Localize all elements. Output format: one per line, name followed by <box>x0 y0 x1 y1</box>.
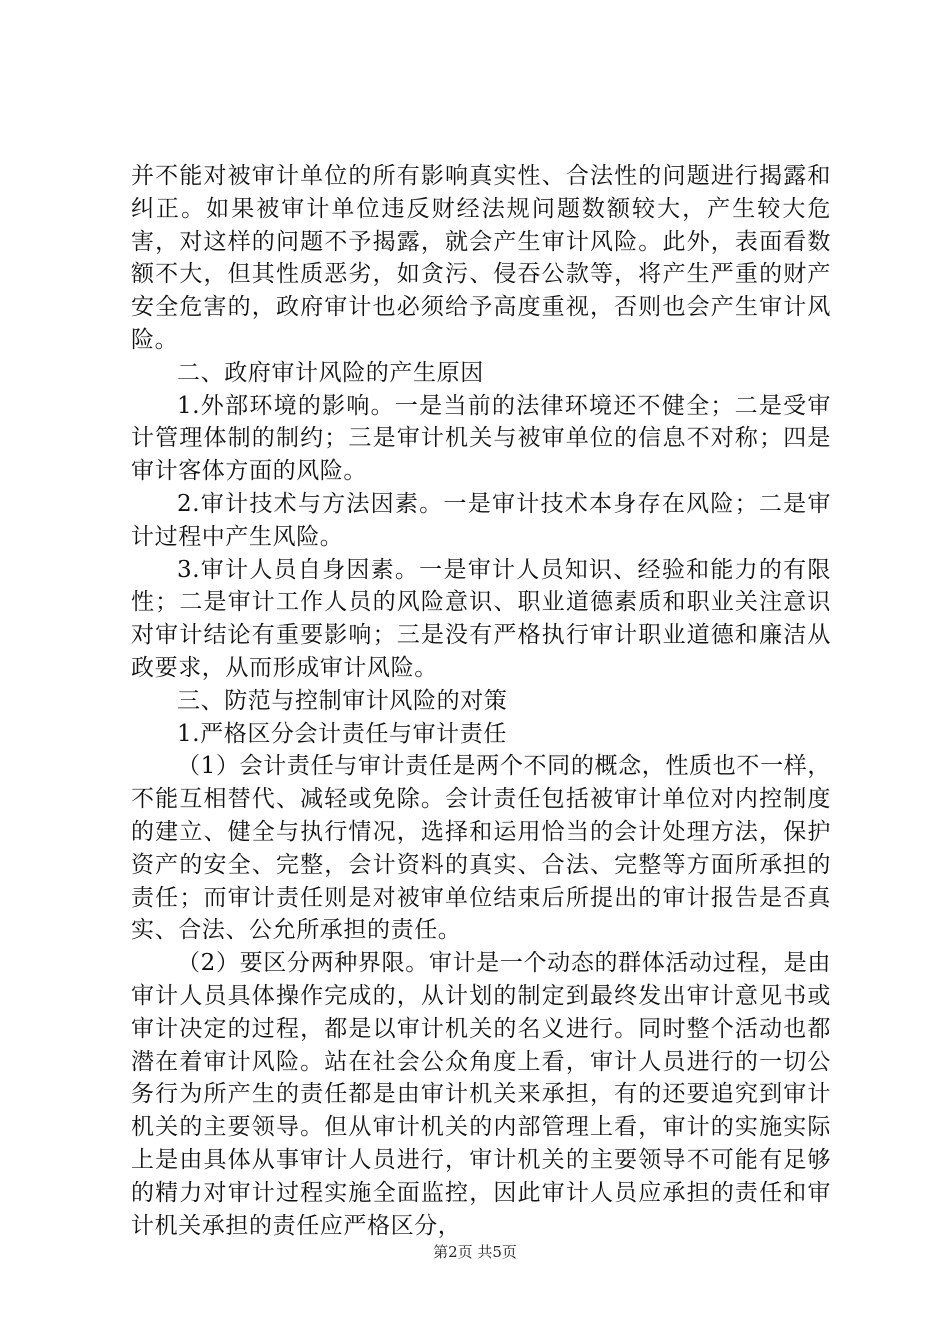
paragraph-external-environment: 1.外部环境的影响。一是当前的法律环境还不健全；二是受审计管理体制的制约；三是审计机关与被审单位的信息不对称；四是审计客体方面的风险。 <box>131 392 831 485</box>
section-heading-causes: 二、政府审计风险的产生原因 <box>177 359 484 386</box>
paragraph-personnel-factors: 3.审计人员自身因素。一是审计人员知识、经验和能力的有限性；二是审计工作人员的风险意识、职业道德素质和职业关注意识对审计结论有重要影响；三是没有严格执行审计职业道德和廉洁从政要求，从而形成审计风险。 <box>131 556 831 681</box>
paragraph-two-boundaries: （2）要区分两种界限。审计是一个动态的群体活动过程，是由审计人员具体操作完成的，从计划的制定到最终发出审计意见书或审计决定的过程，都是以审计机关的名义进行。同时整个活动也都潜在着审计风险。站在社会公众角度上看，审计人员进行的一切公务行为所产生的责任都是由审计机关来承担，有的还要追究到审计机关的主要领导。但从审计机关的内部管理上看，审计的实施实际上是由具体从事审计人员进行，审计机关的主要领导不可能有足够的精力对审计过程实施全面监控，因此审计人员应承担的责任和审计机关承担的责任应严格区分， <box>131 950 831 1239</box>
paragraph-continuation: 并不能对被审计单位的所有影响真实性、合法性的问题进行揭露和纠正。如果被审计单位违反财经法规问题数额较大，产生较大危害，对这样的问题不予揭露，就会产生审计风险。此外，表面看数额不大，但其性质恶劣，如贪污、侵吞公款等，将产生严重的财产安全危害的，政府审计也必须给予高度重视，否则也会产生审计风险。 <box>131 163 831 353</box>
paragraph-technique-method: 2.审计技术与方法因素。一是审计技术本身存在风险；二是审计过程中产生风险。 <box>131 490 831 550</box>
subheading-distinguish-responsibility: 1.严格区分会计责任与审计责任 <box>177 720 507 747</box>
page-number-footer: 第2页 共5页 <box>433 1243 517 1261</box>
paragraph-accounting-vs-audit: （1）会计责任与审计责任是两个不同的概念，性质也不一样，不能互相替代、减轻或免除。会计责任包括被审计单位对内控制度的建立、健全与执行情况，选择和运用恰当的会计处理方法，保护资产的安全、完整，会计资料的真实、合法、完整等方面所承担的责任；而审计责任则是对被审单位结束后所提出的审计报告是否真实、合法、公允所承担的责任。 <box>131 753 831 944</box>
document-body <box>131 160 831 1242</box>
section-heading-countermeasures: 三、防范与控制审计风险的对策 <box>177 687 508 714</box>
